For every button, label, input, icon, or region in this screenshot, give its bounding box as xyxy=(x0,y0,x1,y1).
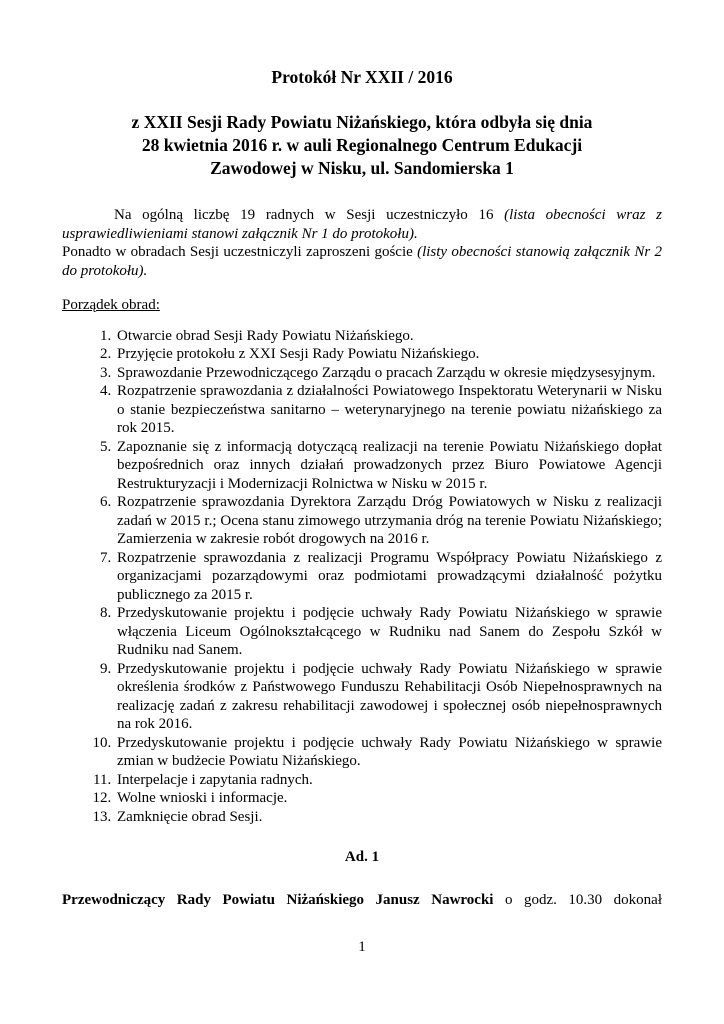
agenda-item: 3. Sprawozdanie Przewodniczącego Zarządu o pracach Zarządu w okresie międzysesyjnym. xyxy=(115,364,662,383)
agenda-item: 13. Zamknięcie obrad Sesji. xyxy=(115,808,662,827)
agenda-item: 11. Interpelacje i zapytania radnych. xyxy=(115,771,662,790)
document-subtitle-line: 28 kwietnia 2016 r. w auli Regionalnego Centrum Edukacji xyxy=(141,135,583,155)
attendance-paragraph-2 xyxy=(62,243,662,280)
guests-annex-note: (listy obecności stanowią załącznik Nr 2 do protokołu). xyxy=(62,244,662,279)
document-subtitle-line: z XXII Sesji Rady Powiatu Niżańskiego, która odbyła się dnia xyxy=(131,112,593,132)
agenda-item: 4. Rozpatrzenie sprawozdania z działalności Powiatowego Inspektoratu Weterynarii w Nisku o stanie bezpieczeństwa sanitarno – weterynaryjnego na terenie powiatu niżańskiego za rok 2015. xyxy=(115,382,662,438)
session-opening-text: o godz. 10.30 dokonał xyxy=(493,891,662,908)
attendance-text: Na ogólną liczbę 19 radnych w Sesji uczestniczyło 16 xyxy=(114,207,505,223)
attendance-annex-note: (lista obecności wraz z usprawiedliwieniami stanowi załącznik Nr 1 do protokołu). xyxy=(62,207,662,242)
agenda-item: 8. Przedyskutowanie projektu i podjęcie uchwały Rady Powiatu Niżańskiego w sprawie włączenia Liceum Ogólnokształcącego w Rudniku nad Sanem do Zespołu Szkół w Rudniku nad Sanem. xyxy=(115,604,662,660)
agenda-item: 6. Rozpatrzenie sprawozdania Dyrektora Zarządu Dróg Powiatowych w Nisku z realizacji zadań w 2015 r.; Ocena stanu zimowego utrzymania dróg na terenie Powiatu Niżańskiego; Zamierzenia w zakresie robót drogowych na 2016 r. xyxy=(115,493,662,549)
agenda-item: 5. Zapoznanie się z informacją dotyczącą realizacji na terenie Powiatu Niżańskiego dopłat bezpośrednich oraz innych działań prowadzonych przez Biuro Powiatowe Agencji Restrukturyzacji i Modernizacji Rolnictwa w Nisku w 2015 r. xyxy=(115,438,662,494)
agenda-item: 12. Wolne wnioski i informacje. xyxy=(115,789,662,808)
document-subtitle xyxy=(62,111,662,180)
page-number: 1 xyxy=(358,939,366,955)
document-subtitle-line: Zawodowej w Nisku, ul. Sandomierska 1 xyxy=(210,158,514,178)
agenda-item: 2. Przyjęcie protokołu z XXI Sesji Rady Powiatu Niżańskiego. xyxy=(115,345,662,364)
agenda-item: 1. Otwarcie obrad Sesji Rady Powiatu Niżańskiego. xyxy=(115,327,662,346)
session-opening-paragraph xyxy=(62,891,662,910)
section-heading-ad1: Ad. 1 xyxy=(344,849,380,865)
attendance-section xyxy=(62,206,662,280)
agenda-list xyxy=(62,327,662,827)
document-title: Protokół Nr XXII / 2016 xyxy=(271,67,453,87)
agenda-item: 9. Przedyskutowanie projektu i podjęcie uchwały Rady Powiatu Niżańskiego w sprawie określenia środków z Państwowego Funduszu Rehabilitacji Osób Niepełnosprawnych na realizację zadań z zakresu rehabilitacji zawodowej i społecznej osób niepełnosprawnych na rok 2016. xyxy=(115,660,662,734)
agenda-item: 7. Rozpatrzenie sprawozdania z realizacji Programu Współpracy Powiatu Niżańskiego z organizacjami pozarządowymi oraz podmiotami prowadzącymi działalność pożytku publicznego za 2015 r. xyxy=(115,549,662,605)
chairman-name: Przewodniczący Rady Powiatu Niżańskiego Janusz Nawrocki xyxy=(62,891,494,908)
attendance-paragraph-1 xyxy=(62,206,662,243)
guests-text: Ponadto w obradach Sesji uczestniczyli zaproszeni goście xyxy=(62,244,418,260)
agenda-heading: Porządek obrad: xyxy=(62,297,160,313)
agenda-item: 10. Przedyskutowanie projektu i podjęcie uchwały Rady Powiatu Niżańskiego w sprawie zmian w budżecie Powiatu Niżańskiego. xyxy=(115,734,662,771)
